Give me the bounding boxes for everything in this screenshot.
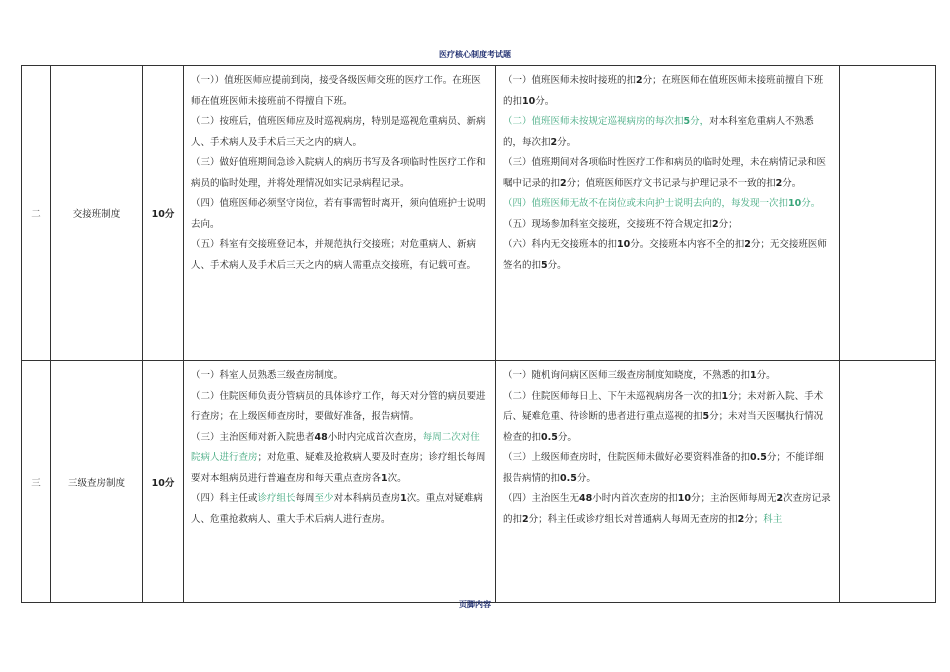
paragraph: （一）随机询问病区医师三级查房制度知晓度，不熟悉的扣1分。 [503, 370, 776, 381]
empty-cell [840, 361, 936, 603]
paragraph: （三）值班期间对各项临时性医疗工作和病员的临时处理，未在病情记录和医嘱中记录的扣2分；值班医师医疗文书记录与护理记录不一致的扣2分。 [503, 157, 827, 189]
table-row [22, 361, 936, 603]
row-number: 三 [22, 361, 51, 603]
paragraph: （一）值班医师未按时接班的扣2分；在班医师在值班医师未接班前擅自下班的扣10分。 [503, 75, 824, 107]
paragraph: （四）值班医师必须坚守岗位，若有事需暂时离开，须向值班护士说明去向。 [191, 198, 486, 230]
paragraph: （一））值班医师应提前到岗，接受各级医师交班的医疗工作。在班医师在值班医师未接班前不得擅自下班。 [191, 75, 481, 107]
empty-cell [840, 66, 936, 361]
paragraph: （二）住院医师每日上、下午未巡视病房各一次的扣1分；未对新入院、手术后、疑难危重、待诊断的患者进行重点巡视的扣5分；未对当天医嘱执行情况检查的扣0.5分。 [503, 390, 824, 443]
table-row [22, 66, 936, 361]
paragraph: （一）科室人员熟悉三级查房制度。 [191, 370, 344, 381]
paragraph: （三）上级医师查房时，住院医师未做好必要资料准备的扣0.5分；不能详细报告病情的扣0.5分。 [503, 452, 824, 484]
page-header: 医疗核心制度考试题 [439, 50, 511, 59]
row-number: 二 [22, 66, 51, 361]
paragraph: （五）现场参加科室交接班，交接班不符合规定扣2分； [503, 218, 738, 230]
paragraph: （三）主治医师对新入院患者48小时内完成首次查房，每周二次对住院病人进行查房；对危重、疑难及抢救病人要及时查房；诊疗组长每周要对本组病员进行普遍查房和每天重点查房各1次。 [191, 431, 486, 484]
system-name: 交接班制度 [51, 66, 143, 361]
system-name: 三级查房制度 [51, 361, 143, 603]
paragraph: （二）按班后，值班医师应及时巡视病房，特别是巡视危重病员、新病人、手术病人及手术后三天之内的病人。 [191, 116, 486, 148]
score-cell: 10分 [143, 66, 184, 361]
paragraph: （三）做好值班期间急诊入院病人的病历书写及各项临时性医疗工作和病员的临时处理，并将处理情况如实记录病程记录。 [191, 157, 486, 189]
paragraph: （四）值班医师无故不在岗位或未向护士说明去向的，每发现一次扣10分。 [503, 198, 821, 209]
requirement-content [184, 361, 496, 603]
paragraph: （四）主治医生无48小时内首次查房的扣10分；主治医师每周无2次查房记录的扣2分；科主任或诊疗组长对普通病人每周无查房的扣2分；科主 [503, 493, 831, 525]
page-footer: 页脚内容 [459, 600, 491, 609]
exam-table [21, 65, 936, 603]
paragraph: （四）科主任或诊疗组长每周至少对本科病员查房1次。重点对疑难病人、危重抢救病人、重大手术后病人进行查房。 [191, 493, 483, 525]
paragraph: （五）科室有交接班登记本，并规范执行交接班；对危重病人、新病人、手术病人及手术后三天之内的病人需重点交接班，有记载可查。 [191, 239, 477, 271]
deduction-criteria [496, 361, 840, 603]
paragraph: （二）住院医师负责分管病员的具体诊疗工作，每天对分管的病员要进行查房；在上级医师查房时，要做好准备，报告病情。 [191, 390, 486, 422]
score-cell: 10分 [143, 361, 184, 603]
paragraph: （六）科内无交接班本的扣10分。交接班本内容不全的扣2分；无交接班医师签名的扣5分。 [503, 239, 827, 271]
requirement-content [184, 66, 496, 361]
paragraph: （二）值班医师未按规定巡视病房的每次扣5分，对本科室危重病人不熟悉的，每次扣2分。 [503, 116, 814, 148]
deduction-criteria [496, 66, 840, 361]
